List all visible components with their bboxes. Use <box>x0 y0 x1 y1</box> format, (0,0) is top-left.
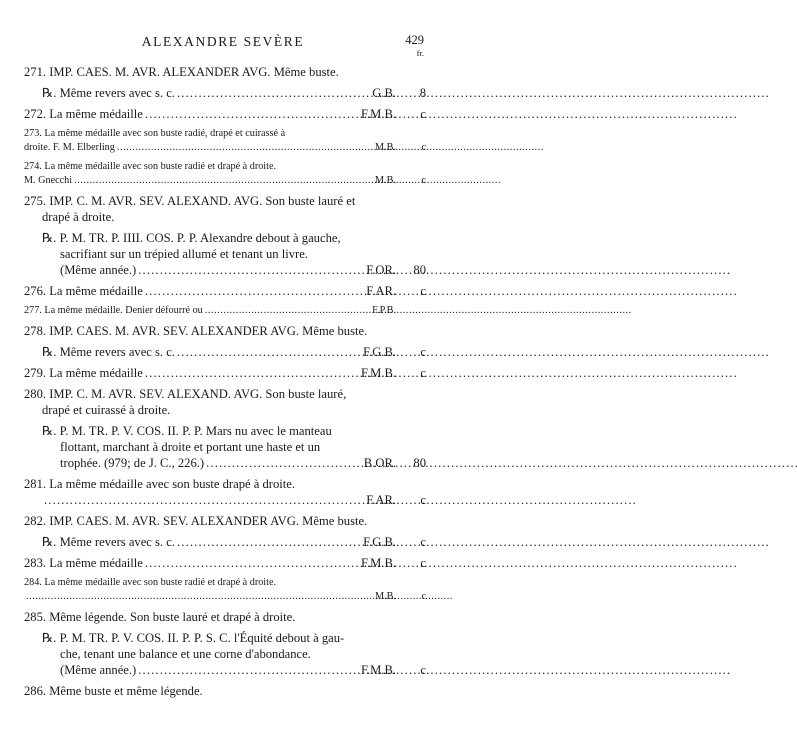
entry-text: 278. IMP. CAES. M. AVR. SEV. ALEXANDER AVG. Même buste. <box>24 324 368 338</box>
catalog-entry <box>24 576 426 604</box>
coin-grade: F.G.B. <box>363 345 396 359</box>
dot-leader <box>44 492 364 508</box>
entry-text: 274. La même médaille avec son buste radié et drapé à droite. <box>24 161 277 172</box>
entry-text: 283. La même médaille <box>24 556 143 570</box>
catalog-entry <box>24 423 426 471</box>
dot-leader <box>177 344 361 360</box>
entry-line <box>24 106 426 122</box>
catalog-entries <box>24 64 426 704</box>
catalog-entry <box>24 365 426 381</box>
entry-text: 273. La même médaille avec son buste radié, drapé et cuirassé à <box>24 128 286 139</box>
coin-value: c <box>421 591 426 602</box>
running-title: ALEXANDRE SEVÈRE <box>141 34 305 49</box>
coin-grade: F.M.B. <box>360 366 396 380</box>
coin-value: c <box>421 142 426 153</box>
entry-line <box>42 344 426 360</box>
dot-leader <box>117 141 364 155</box>
entry-line <box>42 246 426 262</box>
entry-text: 286. Même buste et même légende. <box>24 684 203 698</box>
entry-line <box>24 576 426 590</box>
catalog-entry <box>24 193 426 225</box>
coin-grade: F.G.B. <box>363 535 396 549</box>
entry-text: 275. IMP. C. M. AVR. SEV. ALEXAND. AVG. Son buste lauré et <box>24 194 356 208</box>
entry-text: 279. La même médaille <box>24 366 143 380</box>
entry-text: M. Gnecchi <box>24 175 73 186</box>
entry-text: ℞. P. M. TR. P. V. COS. II. P. P. Mars nu avec le manteau <box>42 424 332 438</box>
entry-line <box>42 630 426 646</box>
entry-line <box>24 141 426 155</box>
catalog-entry <box>24 160 426 188</box>
entry-line <box>42 230 426 246</box>
catalog-entry <box>24 106 426 122</box>
dot-leader <box>138 662 359 678</box>
entry-text: ℞. Même revers avec s. c. <box>42 535 175 549</box>
entry-text: 282. IMP. CAES. M. AVR. SEV. ALEXANDER AVG. Même buste. <box>24 514 368 528</box>
entry-text: drapé et cuirassé à droite. <box>42 403 171 417</box>
catalog-entry <box>24 683 426 699</box>
entry-text: che, tenant une balance et une corne d'abondance. <box>60 647 311 661</box>
catalog-entry <box>24 534 426 550</box>
entry-text: flottant, marchant à droite et portant une haste et un <box>60 440 321 454</box>
entry-line <box>42 455 426 471</box>
entry-line <box>24 174 426 188</box>
coin-grade: M.B. <box>375 175 396 186</box>
entry-line <box>24 555 426 571</box>
entry-text: trophée. (979; de J. C., 226.) <box>60 456 205 470</box>
entry-text: 277. La même médaille. Denier défourré ou <box>24 305 203 316</box>
dot-leader <box>145 365 359 381</box>
coin-value: c <box>420 107 426 121</box>
dot-leader <box>145 283 364 299</box>
price-unit-label: fr. <box>416 48 424 58</box>
entry-text: (Même année.) <box>60 263 137 277</box>
dot-leader <box>205 304 364 318</box>
coin-value: 8 <box>419 86 426 100</box>
coin-grade: F.M.B. <box>360 107 396 121</box>
entry-line <box>42 662 426 678</box>
entry-line <box>42 262 426 278</box>
entry-line <box>24 402 426 418</box>
coin-grade: F.P.B. <box>372 305 396 316</box>
dot-leader <box>177 85 364 101</box>
dot-leader <box>177 534 361 550</box>
entry-line <box>42 646 426 662</box>
coin-grade: B.OR. <box>363 456 396 470</box>
catalog-entry <box>24 476 426 508</box>
entry-line <box>42 85 426 101</box>
coin-grade: F.OR. <box>366 263 396 277</box>
dot-leader <box>145 106 359 122</box>
catalog-entry <box>24 344 426 360</box>
entry-line <box>24 476 426 492</box>
coin-grade: M.B. <box>375 591 396 602</box>
catalog-entry <box>24 386 426 418</box>
catalog-entry <box>24 555 426 571</box>
page-number: 429 <box>405 33 424 47</box>
coin-value: c <box>420 535 426 549</box>
coin-value: 80 <box>413 263 426 277</box>
entry-line <box>24 513 426 529</box>
entry-text: ℞. P. M. TR. P. V. COS. II. P. P. S. C. l'Équité debout à gau- <box>42 631 345 645</box>
coin-grade: G.B. <box>372 86 396 100</box>
dot-leader <box>145 555 359 571</box>
entry-line <box>24 304 426 318</box>
catalog-entry <box>24 64 426 80</box>
catalog-entry <box>24 513 426 529</box>
entry-line <box>24 683 426 699</box>
coin-grade: F.M.B. <box>360 556 396 570</box>
dot-leader <box>74 174 364 188</box>
coin-value: 80 <box>413 456 426 470</box>
catalog-entry <box>24 630 426 678</box>
catalog-entry <box>24 230 426 278</box>
entry-text: 285. Même légende. Son buste lauré et drapé à droite. <box>24 610 296 624</box>
entry-text: droite. F. M. Elberling <box>24 142 115 153</box>
catalog-entry <box>24 304 426 318</box>
entry-line <box>24 127 426 141</box>
entry-text: sacrifiant sur un trépied allumé et tenant un livre. <box>60 247 308 261</box>
catalog-entry <box>24 85 426 101</box>
entry-text: 280. IMP. C. M. AVR. SEV. ALEXAND. AVG. Son buste lauré, <box>24 387 347 401</box>
coin-value: c <box>420 556 426 570</box>
entry-line <box>24 64 426 80</box>
coin-grade: F.AR. <box>366 284 396 298</box>
coin-grade: F.AR. <box>366 493 396 507</box>
coin-grade: F.M.B. <box>360 663 396 677</box>
entry-line <box>24 283 426 299</box>
entry-line <box>24 609 426 625</box>
coin-value: c <box>420 345 426 359</box>
coin-value: c <box>420 366 426 380</box>
coin-value: c <box>420 493 426 507</box>
entry-text: ℞. P. M. TR. P. IIII. COS. P. P. Alexandre debout à gauche, <box>42 231 341 245</box>
entry-line <box>24 193 426 209</box>
entry-line <box>42 534 426 550</box>
entry-line <box>42 439 426 455</box>
coin-value: c <box>420 284 426 298</box>
entry-line <box>42 423 426 439</box>
coin-value: c <box>420 663 426 677</box>
entry-text: 284. La même médaille avec son buste radié et drapé à droite. <box>24 577 277 588</box>
entry-text: ℞. Même revers avec s. c. <box>42 345 175 359</box>
entry-text: 281. La même médaille avec son buste drapé à droite. <box>24 477 296 491</box>
dot-leader <box>138 262 364 278</box>
catalog-entry <box>24 283 426 299</box>
entry-text: 276. La même médaille <box>24 284 143 298</box>
entry-text: (Même année.) <box>60 663 137 677</box>
catalog-entry <box>24 127 426 155</box>
entry-text: ℞. Même revers avec s. c. <box>42 86 175 100</box>
entry-line <box>24 209 426 225</box>
dot-leader <box>26 590 364 604</box>
entry-line <box>24 492 426 508</box>
entry-line <box>24 386 426 402</box>
catalog-entry <box>24 609 426 625</box>
entry-line <box>24 323 426 339</box>
entry-line <box>24 590 426 604</box>
entry-text: 272. La même médaille <box>24 107 143 121</box>
entry-line <box>24 160 426 174</box>
entry-text: drapé à droite. <box>42 210 115 224</box>
entry-line <box>24 365 426 381</box>
dot-leader <box>206 455 362 471</box>
coin-grade: M.B. <box>375 142 396 153</box>
entry-text: 271. IMP. CAES. M. AVR. ALEXANDER AVG. Même buste. <box>24 65 339 79</box>
coin-value: c <box>421 175 426 186</box>
catalog-entry <box>24 323 426 339</box>
